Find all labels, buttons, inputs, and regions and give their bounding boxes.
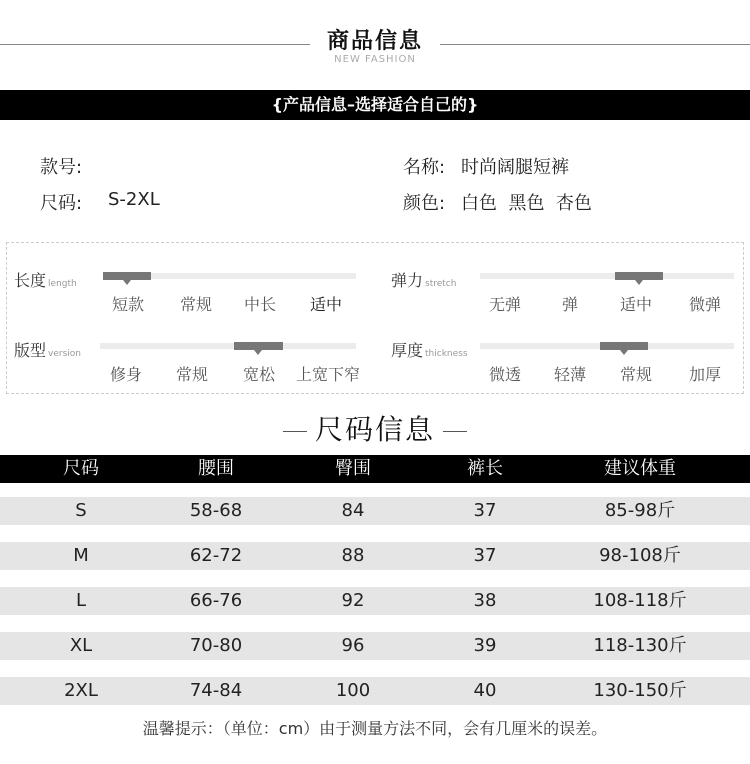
cell-weight: 98-108斤 [599,545,681,566]
header-waist: 腰围 [198,458,234,479]
stretch-option: 微弹 [688,295,721,314]
title-dash-right [443,431,467,432]
cell-size: M [73,545,89,566]
measurement-note: 温馨提示：（单位：cm）由于测量方法不同，会有几厘米的误差。 [142,719,608,738]
cell-length: 39 [473,635,497,656]
size-label: 尺码: [40,193,83,214]
size-value: S-2XL [108,189,160,210]
size-section-title [0,408,750,448]
thickness-option: 轻薄 [553,365,586,384]
header-size: 尺码 [63,458,99,479]
version-track [100,343,356,349]
version-option: 上宽下窄 [295,365,360,384]
cell-length: 37 [473,545,497,566]
style-no-label: 款号: [40,157,83,178]
cell-size: S [75,500,87,521]
cell-size: 2XL [64,680,98,701]
stretch-label: 弹力 stretch [391,271,457,290]
cell-hip: 84 [341,500,365,521]
length-label: 长度 length [14,271,77,290]
stretch-option: 适中 [619,295,652,314]
cell-weight: 85-98斤 [604,500,676,521]
version-option: 修身 [109,365,142,384]
title-dash-left [283,431,307,432]
cell-length: 38 [473,590,497,611]
color-value: 白色 黑色 杏色 [461,193,592,214]
cell-weight: 130-150斤 [593,680,687,701]
stretch-option: 无弹 [488,295,521,314]
length-option: 常规 [179,295,212,314]
cell-weight: 108-118斤 [593,590,687,611]
stretch-option: 弹 [561,295,578,314]
thickness-option: 微透 [488,365,521,384]
cell-size: XL [69,635,93,656]
stretch-track [480,273,734,279]
thickness-option: 常规 [619,365,652,384]
size-section-title-text: 尺码信息 [314,413,435,446]
table-row [0,587,750,615]
cell-waist: 74-84 [189,680,243,701]
cell-waist: 62-72 [189,545,243,566]
version-label: 版型 version [14,341,81,360]
cell-length: 37 [473,500,497,521]
version-option: 宽松 [242,365,275,384]
cell-waist: 70-80 [189,635,243,656]
table-row [0,542,750,570]
length-marker [103,272,151,280]
version-marker [234,342,283,350]
thickness-marker [600,342,648,350]
cell-hip: 88 [341,545,365,566]
size-table-header [0,455,750,483]
stretch-pointer-icon [635,280,643,285]
cell-hip: 96 [341,635,365,656]
header-hip: 臀围 [335,458,371,479]
name-value: 时尚阔腿短裤 [461,157,569,178]
thickness-pointer-icon [620,350,628,355]
cell-waist: 66-76 [189,590,243,611]
cell-size: L [75,590,87,611]
page-subtitle: NEW FASHION [334,54,416,65]
info-banner: {产品信息–选择适合自己的} [0,90,750,120]
thickness-option: 加厚 [688,365,721,384]
length-option: 适中 [309,295,342,314]
color-label: 颜色: [403,193,446,214]
name-label: 名称: [403,157,446,178]
header-weight: 建议体重 [604,458,676,479]
length-pointer-icon [123,280,131,285]
version-pointer-icon [254,350,262,355]
thickness-label: 厚度 thickness [391,341,468,360]
cell-length: 40 [473,680,497,701]
table-row [0,497,750,525]
length-option: 中长 [243,295,276,314]
header-length: 裤长 [467,458,503,479]
version-option: 常规 [175,365,208,384]
page-title: 商品信息 [326,29,423,54]
cell-hip: 92 [341,590,365,611]
cell-hip: 100 [335,680,371,701]
stretch-marker [615,272,663,280]
table-row [0,677,750,705]
cell-weight: 118-130斤 [593,635,687,656]
cell-waist: 58-68 [189,500,243,521]
table-row [0,632,750,660]
length-option: 短款 [111,295,144,314]
